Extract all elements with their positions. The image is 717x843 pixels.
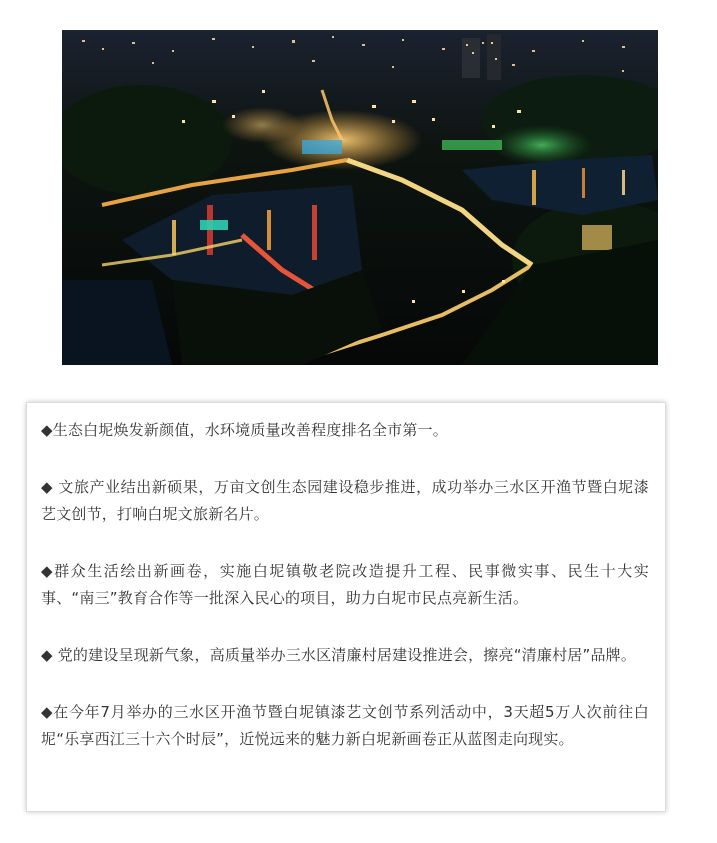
article-paragraph-party-building: ◆ 党的建设呈现新气象，高质量举办三水区清廉村居建设推进会，擦亮“清廉村居”品牌。 [41, 646, 637, 664]
article-text-card [26, 402, 666, 812]
article-paragraph-culture-tourism: ◆ 文旅产业结出新硕果，万亩文创生态园建设稳步推进，成功举办三水区开渔节暨白坭漆艺文创节，打响白坭文旅新名片。 [41, 478, 649, 523]
night-aerial-photo [62, 30, 658, 365]
article-paragraph-festival: ◆在今年7月举办的三水区开渔节暨白坭镇漆艺文创节系列活动中，3天超5万人次前往白坭“乐享西江三十六个时辰”，近悦远来的魅力新白坭新画卷正从蓝图走向现实。 [41, 703, 649, 748]
article-paragraph-ecology: ◆生态白坭焕发新颜值，水环境质量改善程度排名全市第一。 [41, 421, 448, 439]
article-paragraph-livelihood: ◆群众生活绘出新画卷，实施白坭镇敬老院改造提升工程、民事微实事、民生十大实事、“南三”教育合作等一批深入民心的项目，助力白坭市民点亮新生活。 [41, 562, 649, 607]
